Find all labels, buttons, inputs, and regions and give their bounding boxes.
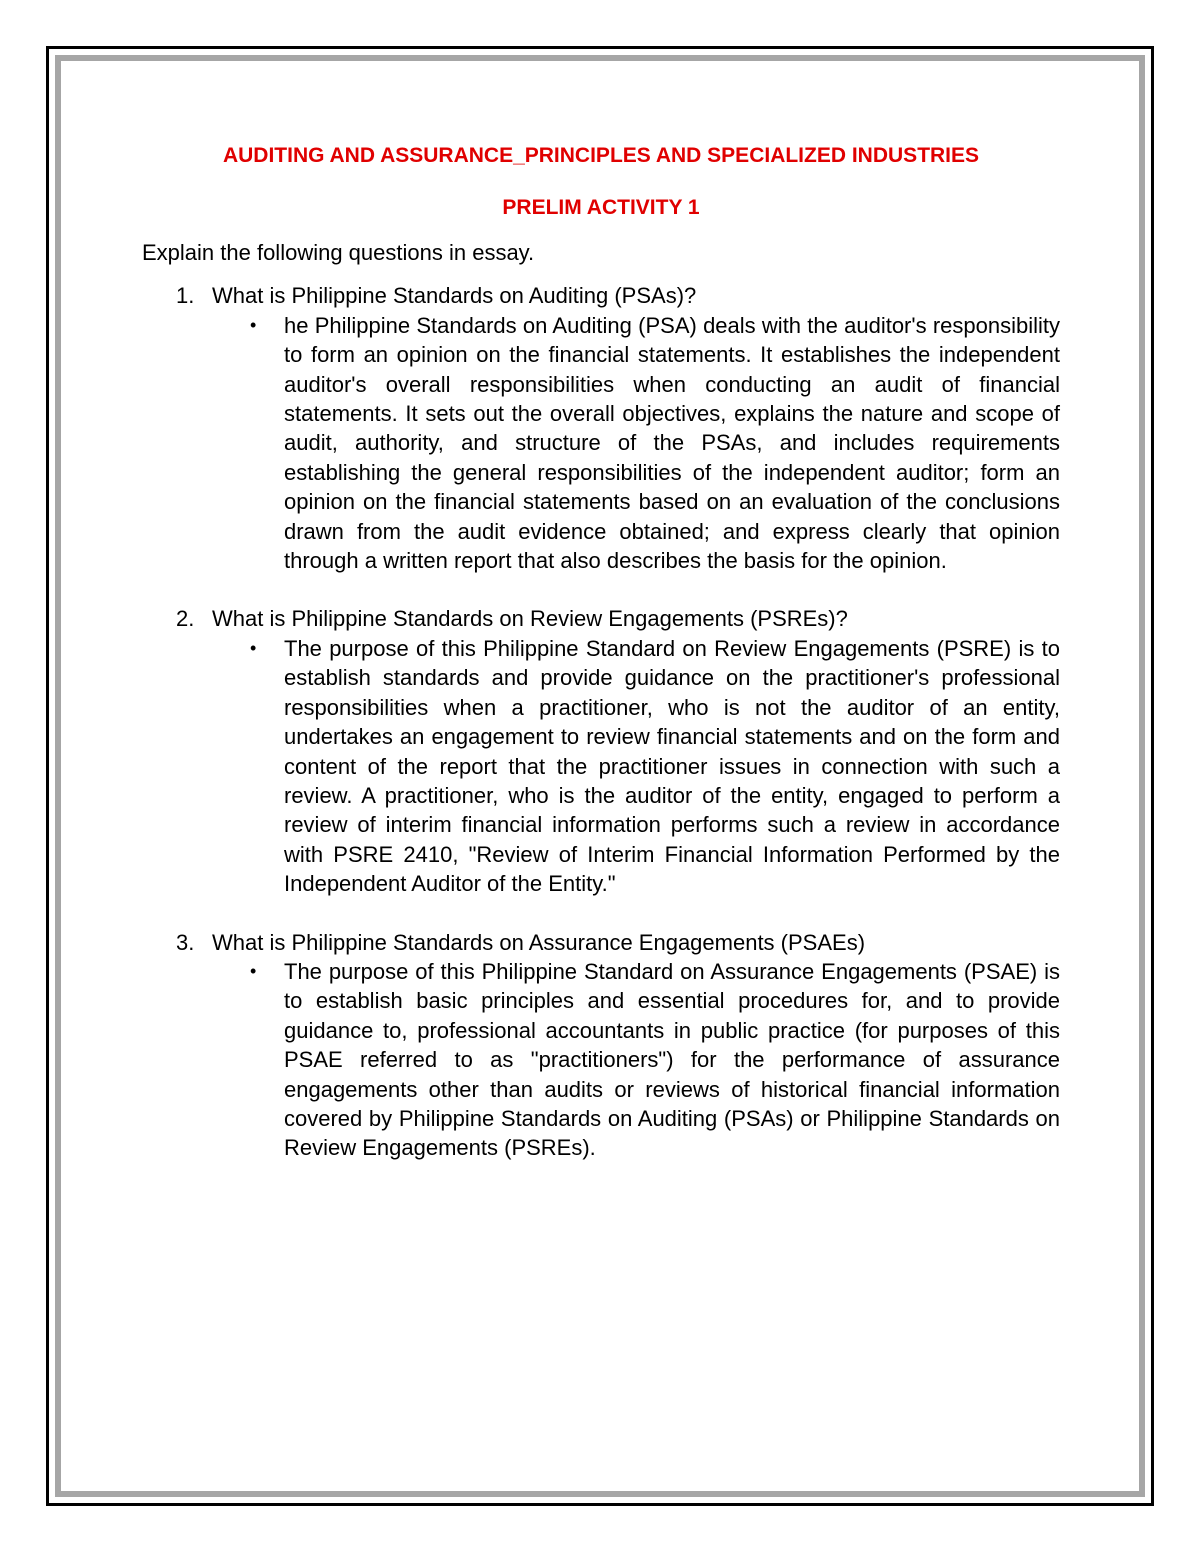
question-text: What is Philippine Standards on Assurance Engagements (PSAEs) <box>212 929 866 955</box>
question-text: What is Philippine Standards on Auditing (PSAs)? <box>212 283 697 309</box>
document-title: AUDITING AND ASSURANCE_PRINCIPLES AND SPECIALIZED INDUSTRIES <box>222 144 980 167</box>
answer-bullet-item <box>250 634 1060 899</box>
bullet-icon: • <box>250 960 257 981</box>
instructions-text: Explain the following questions in essay. <box>142 240 535 265</box>
bullet-icon: • <box>250 637 257 658</box>
answer-text: The purpose of this Philippine Standard on Review Engagements (PSRE) is to establish standards and provide guidance on the practitioner's professional responsibilities when a practitioner, who is not the auditor of an entity, undertakes an engagement to review financial statements and on the form and content of the report that the practitioner issues in connection with such a review. A practitioner, who is the auditor of the entity, engaged to perform a review of interim financial information performs such a review in accordance with PSRE 2410, "Review of Interim Financial Information Performed by the Independent Auditor of the Entity." <box>284 635 1060 897</box>
question-number: 2. <box>176 606 195 632</box>
question-item-1 <box>142 281 1060 575</box>
question-item-2 <box>142 604 1060 898</box>
question-number: 3. <box>176 929 195 955</box>
question-number: 1. <box>176 283 195 309</box>
document-body <box>142 138 1060 1192</box>
answer-text: The purpose of this Philippine Standard on Assurance Engagements (PSAE) is to establish basic principles and essential procedures for, and to provide guidance to, professional accountants in public practice (for purposes of this PSAE referred to as "practitioners") for the performance of assurance engagements other than audits or reviews of historical financial information covered by Philippine Standards on Auditing (PSAs) or Philippine Standards on Review Engagements (PSREs). <box>284 958 1060 1161</box>
question-list <box>142 281 1060 1162</box>
answer-bullet-item <box>250 957 1060 1163</box>
question-text: What is Philippine Standards on Review Engagements (PSREs)? <box>212 606 848 632</box>
question-item-3 <box>142 928 1060 1163</box>
answer-bullet-item <box>250 311 1060 576</box>
bullet-icon: • <box>250 314 257 335</box>
answer-text: he Philippine Standards on Auditing (PSA) deals with the auditor's responsibility to form an opinion on the financial statements. It establishes the independent auditor's overall responsibilities when conducting an audit of financial statements. It sets out the overall objectives, explains the nature and scope of audit, authority, and structure of the PSAs, and includes requirements establishing the general responsibilities of the independent auditor; form an opinion on the financial statements based on an evaluation of the conclusions drawn from the audit evidence obtained; and express clearly that opinion through a written report that also describes the basis for the opinion. <box>284 312 1060 574</box>
document-subtitle: PRELIM ACTIVITY 1 <box>502 196 700 219</box>
